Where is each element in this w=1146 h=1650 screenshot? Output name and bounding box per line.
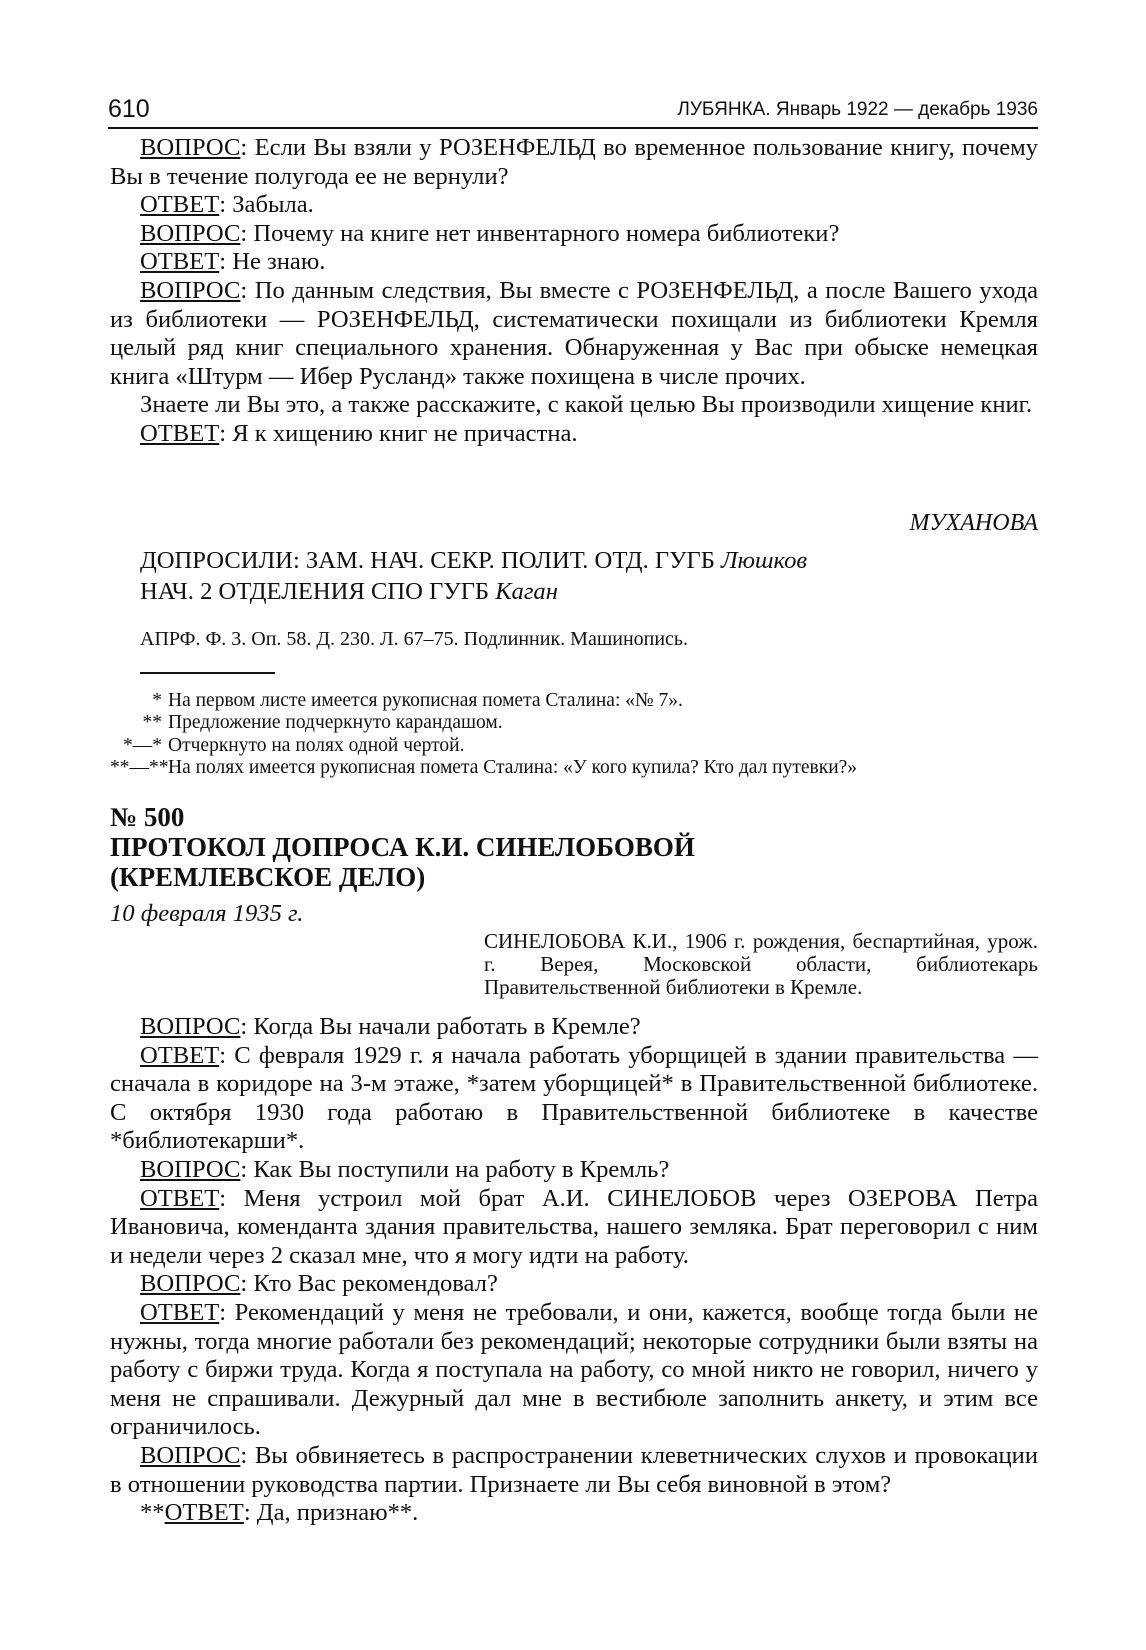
question-paragraph: ВОПРОС: Как Вы поступили на работу в Кремль?: [140, 1155, 670, 1183]
archive-source: АПРФ. Ф. 3. Оп. 58. Д. 230. Л. 67–75. Подлинник. Машинопись.: [140, 628, 689, 650]
person-info: СИНЕЛОБОВА К.И., 1906 г. рождения, беспартийная, урож. г. Верея, Московской области, библиотекарь Правительственной библиотеки в Кремле.: [484, 929, 1038, 999]
document-number: № 500: [110, 802, 185, 832]
footnote: **—**На полях имеется рукописная помета Сталина: «У кого купила? Кто дал путевки?»: [110, 757, 858, 779]
footnote: ** Предложение подчеркнуто карандашом.: [142, 712, 503, 734]
footnote: * На первом листе имеется рукописная помета Сталина: «№ 7».: [152, 690, 683, 711]
signature: МУХАНОВА: [909, 510, 1038, 536]
footnote-rule: [140, 672, 275, 674]
answer-paragraph: ОТВЕТ: Меня устроил мой брат А.И. СИНЕЛОБОВ через ОЗЕРОВА Петра Ивановича, коменданта здания правительства, нашего земляка. Брат переговорил с ним и недели через 2 сказал мне, что я могу идти на работу.: [110, 1184, 1038, 1269]
answer-paragraph: ОТВЕТ: Я к хищению книг не причастна.: [140, 419, 578, 447]
question-paragraph: ВОПРОС: Почему на книге нет инвентарного номера библиотеки?: [140, 219, 840, 247]
interrogator-line: ДОПРОСИЛИ: ЗАМ. НАЧ. СЕКР. ПОЛИТ. ОТД. ГУГБ Люшков: [140, 547, 808, 574]
footnote: *—* Отчеркнуто на полях одной чертой.: [123, 734, 465, 756]
document-title: ПРОТОКОЛ ДОПРОСА К.И. СИНЕЛОБОВОЙ (КРЕМЛЕВСКОЕ ДЕЛО): [110, 832, 695, 892]
answer-paragraph: ОТВЕТ: Забыла.: [140, 191, 314, 219]
answer-paragraph: ОТВЕТ: Не знаю.: [140, 248, 326, 276]
question-paragraph: ВОПРОС: Кто Вас рекомендовал?: [140, 1270, 498, 1298]
interrogator-line: НАЧ. 2 ОТДЕЛЕНИЯ СПО ГУГБ Каган: [140, 578, 558, 605]
document-date: 10 февраля 1935 г.: [110, 900, 304, 927]
footnotes: [110, 690, 1010, 780]
header-rule: [108, 127, 1038, 129]
answer-paragraph: **ОТВЕТ: Да, признаю**.: [140, 1499, 419, 1527]
page-number: 610: [108, 95, 150, 123]
question-paragraph: ВОПРОС: Если Вы взяли у РОЗЕНФЕЛЬД во временное пользование книгу, почему Вы в течение полугода ее не вернули?: [110, 134, 1038, 190]
interrogation-continuation: [110, 134, 1038, 449]
page-header: [108, 94, 1038, 128]
interrogation-text: [110, 1013, 1038, 1528]
question-paragraph: ВОПРОС: Вы обвиняетесь в распространении клеветнических слухов и провокации в отношении руководства партии. Признаете ли Вы себя виновной в этом?: [110, 1441, 1038, 1498]
question-paragraph: ВОПРОС: Когда Вы начали работать в Кремле?: [140, 1013, 641, 1040]
question-continuation-paragraph: Знаете ли Вы это, а также расскажите, с какой целью Вы производили хищение книг.: [140, 391, 1033, 419]
running-head: ЛУБЯНКА. Январь 1922 — декабрь 1936: [677, 99, 1038, 120]
question-paragraph: ВОПРОС: По данным следствия, Вы вместе с РОЗЕНФЕЛЬД, а после Вашего ухода из библиотеки — РОЗЕНФЕЛЬД, систематически похищали из библиотеки Кремля целый ряд книг специального хранения. Обнаруженная у Вас при обыске немецкая книга «Штурм — Ибер Русланд» также похищена в числе прочих.: [110, 276, 1038, 390]
answer-paragraph: ОТВЕТ: С февраля 1929 г. я начала работать уборщицей в здании правительства — сначала в коридоре на 3-м этаже, *затем уборщицей* в Правительственной библиотеке. С октября 1930 года работаю в Правительственной библиотеке в качестве *библиотекарши*.: [110, 1041, 1038, 1155]
answer-paragraph: ОТВЕТ: Рекомендаций у меня не требовали, и они, кажется, вообще тогда были не нужны, тогда многие работали без рекомендаций; некоторые сотрудники были взяты на работу с биржи труда. Когда я поступала на работу, со мной никто не говорил, ничего у меня не спрашивали. Дежурный дал мне в вестибюле заполнить анкету, и этим все ограничилось.: [110, 1298, 1038, 1441]
